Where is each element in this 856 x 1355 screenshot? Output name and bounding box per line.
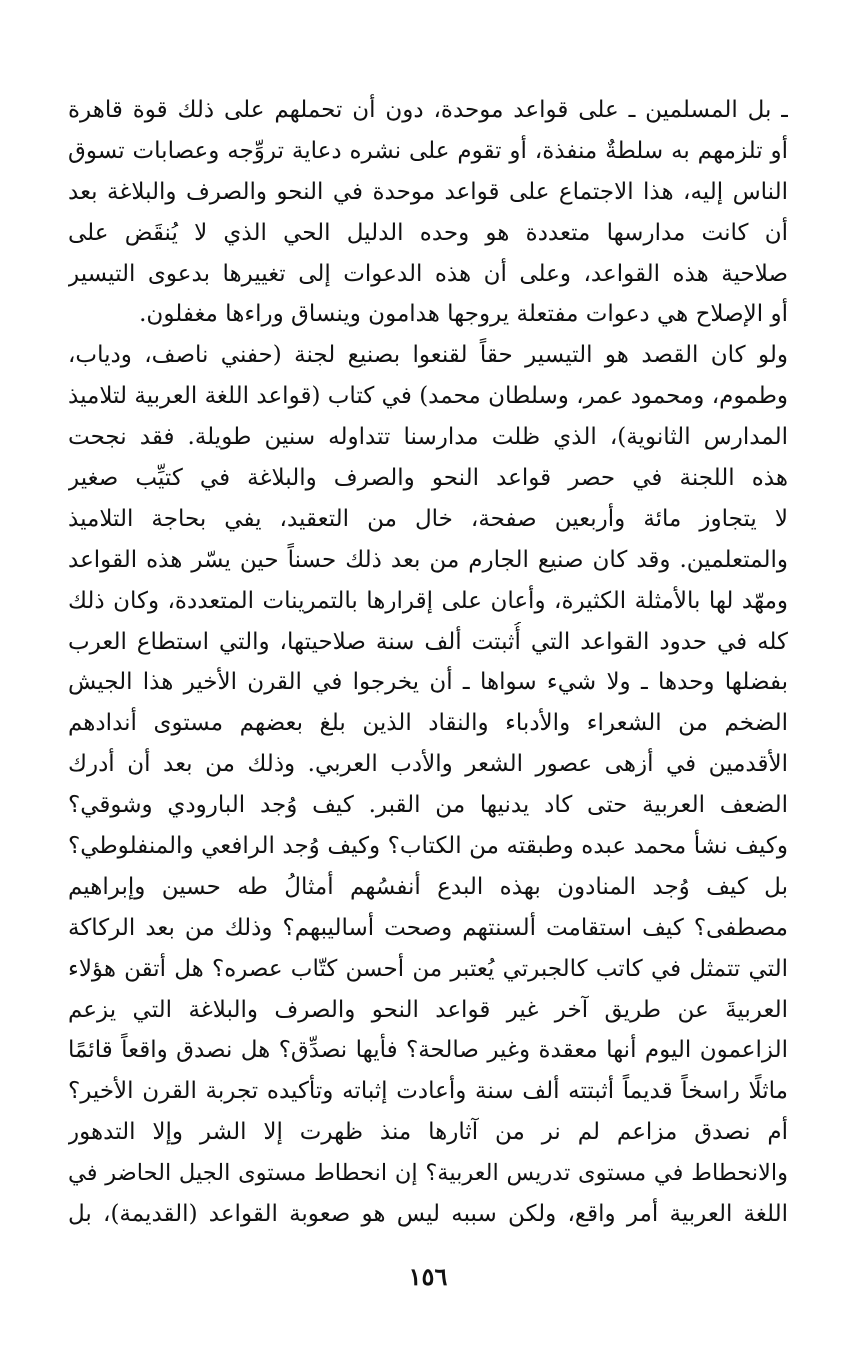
- text-line: المدارس الثانوية)، الذي ظلت مدارسنا تتداوله سنين طويلة. فقد نجحت: [68, 424, 788, 451]
- text-line: أو الإصلاح هي دعوات مفتعلة يروجها هدامون وينساق وراءها مغفلون.: [139, 301, 788, 328]
- page-number: ١٥٦: [408, 1262, 448, 1291]
- text-line: ماثلًا راسخاً قديماً أثبتته ألف سنة وأعادت إثباته وتأكيده تجربة القرن الأخير؟: [68, 1078, 788, 1105]
- text-line: الزاعمون اليوم أنها معقدة وغير صالحة؟ فأيها نصدِّق؟ هل نصدق واقعاً قائمًا: [68, 1037, 788, 1064]
- text-line: اللغة العربية أمر واقع، ولكن سببه ليس هو صعوبة القواعد (القديمة)، بل: [68, 1201, 788, 1228]
- text-line: هذه اللجنة في حصر قواعد النحو والصرف والبلاغة في كتيِّب صغير: [68, 465, 788, 492]
- text-line: والمتعلمين. وقد كان صنيع الجارم من بعد ذلك حسناً حين يسّر هذه القواعد: [68, 546, 788, 573]
- text-line: بل كيف وُجد المنادون بهذه البدع أنفسُهم أمثالُ طه حسين وإبراهيم: [68, 873, 788, 900]
- text-line: الضعف العربية حتى كاد يدنيها من القبر. كيف وُجد البارودي وشوقي؟: [68, 792, 788, 819]
- text-line: والانحطاط في مستوى تدريس العربية؟ إن انحطاط مستوى الجيل الحاضر في: [68, 1160, 788, 1187]
- text-line: كله في حدود القواعد التي أُثبتت ألف سنة صلاحيتها، والتي استطاع العرب: [68, 628, 788, 655]
- text-line: بفضلها وحدها ـ ولا شيء سواها ـ أن يخرجوا في القرن الأخير هذا الجيش: [68, 669, 788, 696]
- text-line: العربيةَ عن طريق آخر غير قواعد النحو والصرف والبلاغة التي يزعم: [68, 996, 788, 1023]
- text-line: أم نصدق مزاعم لم نر من آثارها منذ ظهرت إلا الشر وإلا التدهور: [68, 1119, 788, 1146]
- text-line: أو تلزمهم به سلطةٌ منفذة، أو تقوم على نشره دعاية تروِّجه وعصابات تسوق: [68, 137, 788, 164]
- text-line: التي تتمثل في كاتب كالجبرتي يُعتبر من أحسن كتّاب عصره؟ هل أتقن هؤلاء: [68, 955, 788, 982]
- text-line: ـ بل المسلمين ـ على قواعد موحدة، دون أن تحملهم على ذلك قوة قاهرة: [68, 97, 788, 123]
- text-line: لا يتجاوز مائة وأربعين صفحة، خال من التعقيد، يفي بحاجة التلاميذ: [68, 505, 788, 532]
- body-text: [68, 90, 788, 1235]
- text-line: الناس إليه، هذا الاجتماع على قواعد موحدة في النحو والصرف والبلاغة بعد: [68, 178, 788, 205]
- text-line: الضخم من الشعراء والأدباء والنقاد الذين بلغ بعضهم مستوى أندادهم: [68, 710, 788, 737]
- text-line: صلاحية هذه القواعد، وعلى أن هذه الدعوات إلى تغييرها بدعوى التيسير: [68, 260, 788, 287]
- text-line: ولو كان القصد هو التيسير حقاً لقنعوا بصنيع لجنة (حفني ناصف، ودياب،: [68, 342, 788, 369]
- text-line: ومهّد لها بالأمثلة الكثيرة، وأعان على إقرارها بالتمرينات المتعددة، وكان ذلك: [68, 587, 788, 614]
- text-line: وكيف نشأ محمد عبده وطبقته من الكتاب؟ وكيف وُجد الرافعي والمنفلوطي؟: [68, 833, 788, 860]
- text-line: وطموم، ومحمود عمر، وسلطان محمد) في كتاب (قواعد اللغة العربية لتلاميذ: [68, 383, 788, 410]
- text-line: الأقدمين في أزهى عصور الشعر والأدب العربي. وذلك من بعد أن أدرك: [68, 751, 788, 778]
- text-line: أن كانت مدارسها متعددة هو وحده الدليل الحي الذي لا يُنقَض على: [68, 219, 788, 246]
- text-line: مصطفى؟ كيف استقامت ألسنتهم وصحت أساليبهم؟ وذلك من بعد الركاكة: [68, 914, 788, 941]
